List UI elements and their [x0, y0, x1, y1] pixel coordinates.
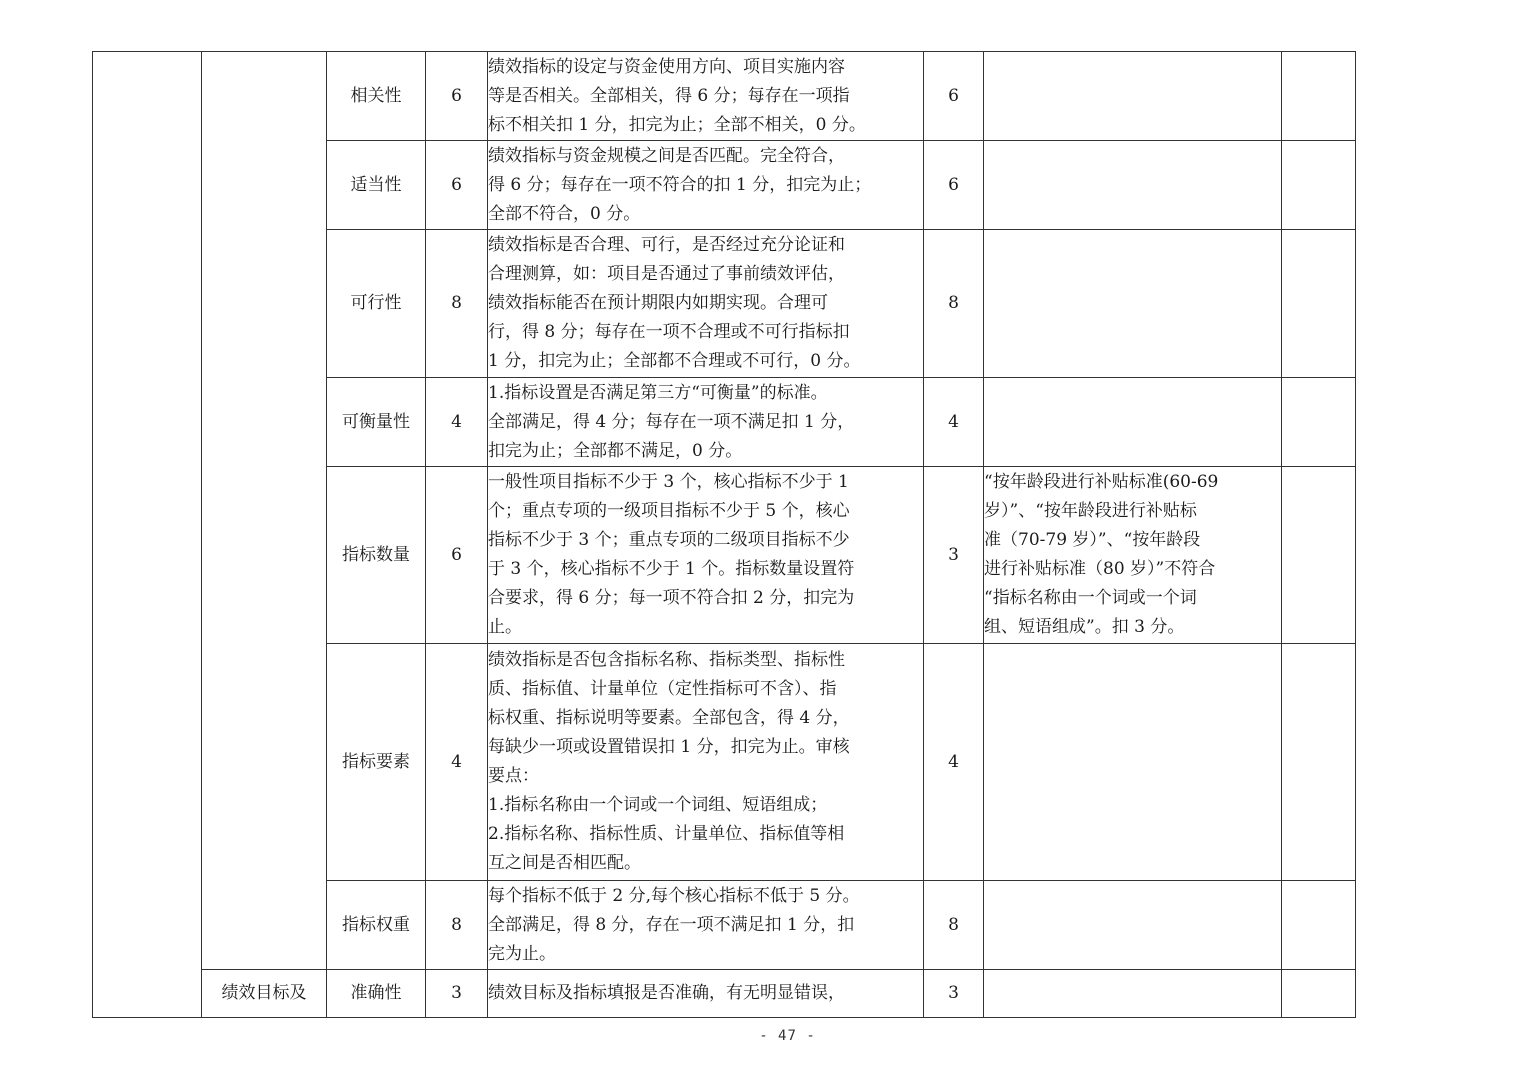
score-value: 8: [924, 881, 984, 970]
table-body: [93, 52, 1356, 1018]
scoring-criteria-line: 全部满足，得 4 分；每存在一项不满足扣 1 分，: [488, 411, 855, 432]
scoring-criteria-line: 合理测算，如：项目是否通过了事前绩效评估，: [488, 264, 845, 284]
remarks-cell: [1282, 141, 1356, 230]
scoring-criteria-line: 绩效指标是否合理、可行，是否经过充分论证和: [488, 235, 845, 255]
deduction-note: [984, 970, 1282, 1018]
indicator-weight: 6: [426, 467, 488, 644]
scoring-criteria-line: 个；重点专项的一级项目指标不少于 5 个，核心: [488, 501, 850, 521]
deduction-note-line: “按年龄段进行补贴标准(60-69: [984, 472, 1219, 492]
scoring-criteria-line: 止。: [488, 617, 522, 637]
scoring-criteria-line: 2.指标名称、指标性质、计量单位、指标值等相: [488, 824, 845, 844]
scoring-criteria-line: 标权重、指标说明等要素。全部包含，得 4 分，: [488, 708, 850, 728]
indicator-name: 指标要素: [327, 644, 426, 881]
deduction-note: [984, 52, 1282, 141]
scoring-criteria-line: 每缺少一项或设置错误扣 1 分，扣完为止。审核: [488, 737, 850, 757]
deduction-note-line: 进行补贴标准（80 岁）”不符合: [984, 559, 1216, 579]
remarks-cell: [1282, 467, 1356, 644]
indicator-name: 指标数量: [327, 467, 426, 644]
indicator-weight: 4: [426, 378, 488, 467]
scoring-criteria-line: 等是否相关。全部相关，得 6 分；每存在一项指: [488, 85, 850, 106]
score-value: 4: [924, 644, 984, 881]
remarks-cell: [1282, 970, 1356, 1018]
deduction-note: [984, 467, 1282, 644]
scoring-criteria-line: 绩效目标及指标填报是否准确，有无明显错误，: [488, 983, 845, 1003]
scoring-criteria-line: 绩效指标的设定与资金使用方向、项目实施内容: [488, 56, 845, 77]
level2-indicator-cell: [202, 52, 327, 970]
scoring-criteria-line: 合要求，得 6 分；每一项不符合扣 2 分，扣完为: [488, 588, 855, 608]
deduction-note: [984, 378, 1282, 467]
indicator-name: 可衡量性: [327, 378, 426, 467]
scoring-criteria-line: 1 分，扣完为止；全部都不合理或不可行，0 分。: [488, 351, 861, 371]
scoring-criteria-line: 1.指标设置是否满足第三方“可衡量”的标准。: [488, 382, 828, 403]
scoring-criteria: [488, 52, 924, 141]
indicator-name: 指标权重: [327, 881, 426, 970]
score-value: 6: [924, 141, 984, 230]
table-row: [93, 970, 1356, 1018]
scoring-criteria-line: 一般性项目指标不少于 3 个，核心指标不少于 1: [488, 472, 849, 492]
scoring-criteria-line: 行，得 8 分；每存在一项不合理或不可行指标扣: [488, 322, 850, 342]
scoring-criteria-line: 全部满足，得 8 分，存在一项不满足扣 1 分，扣: [488, 914, 855, 935]
deduction-note-line: “指标名称由一个词或一个词: [984, 588, 1197, 608]
score-value: 4: [924, 378, 984, 467]
scoring-criteria-line: 标不相关扣 1 分，扣完为止；全部不相关，0 分。: [488, 114, 866, 135]
scoring-criteria: [488, 467, 924, 644]
deduction-note-line: 组、短语组成”。扣 3 分。: [984, 617, 1185, 637]
score-value: 3: [924, 970, 984, 1018]
scoring-criteria-line: 扣完为止；全部都不满足，0 分。: [488, 440, 743, 461]
scoring-criteria: [488, 230, 924, 378]
indicator-weight: 4: [426, 644, 488, 881]
remarks-cell: [1282, 230, 1356, 378]
indicator-name: 准确性: [327, 970, 426, 1018]
scoring-criteria-line: 全部不符合，0 分。: [488, 203, 641, 224]
scoring-criteria-line: 互之间是否相匹配。: [488, 853, 641, 873]
scoring-criteria-line: 完为止。: [488, 943, 556, 964]
scoring-criteria: [488, 141, 924, 230]
deduction-note: [984, 141, 1282, 230]
scoring-criteria: [488, 378, 924, 467]
remarks-cell: [1282, 378, 1356, 467]
scoring-criteria: [488, 644, 924, 881]
deduction-note-line: 准（70-79 岁）”、“按年龄段: [984, 530, 1201, 550]
remarks-cell: [1282, 644, 1356, 881]
scoring-criteria-line: 于 3 个，核心指标不少于 1 个。指标数量设置符: [488, 559, 855, 579]
indicator-name: 可行性: [327, 230, 426, 378]
deduction-note: [984, 644, 1282, 881]
remarks-cell: [1282, 881, 1356, 970]
deduction-note: [984, 881, 1282, 970]
indicator-weight: 6: [426, 141, 488, 230]
scoring-criteria-line: 绩效指标与资金规模之间是否匹配。完全符合，: [488, 145, 845, 166]
scoring-criteria-line: 要点：: [488, 766, 539, 786]
indicator-weight: 6: [426, 52, 488, 141]
remarks-cell: [1282, 52, 1356, 141]
deduction-note-line: 岁）”、“按年龄段进行补贴标: [984, 501, 1197, 521]
evaluation-table: [92, 51, 1356, 1018]
scoring-criteria-line: 得 6 分；每存在一项不符合的扣 1 分，扣完为止；: [488, 174, 872, 195]
page-number: - 47 -: [759, 1028, 816, 1044]
scoring-criteria-line: 每个指标不低于 2 分,每个核心指标不低于 5 分。: [488, 885, 860, 906]
scoring-criteria: [488, 970, 924, 1018]
scoring-criteria-line: 绩效指标是否包含指标名称、指标类型、指标性: [488, 650, 845, 670]
scoring-criteria: [488, 881, 924, 970]
indicator-weight: 8: [426, 230, 488, 378]
indicator-name: 相关性: [327, 52, 426, 141]
deduction-note: [984, 230, 1282, 378]
level2-indicator-cell: 绩效目标及: [202, 970, 327, 1018]
indicator-name: 适当性: [327, 141, 426, 230]
scoring-criteria-line: 指标不少于 3 个；重点专项的二级项目指标不少: [488, 530, 850, 550]
scoring-criteria-line: 质、指标值、计量单位（定性指标可不含）、指: [488, 679, 837, 699]
level1-indicator-cell: [93, 52, 202, 1018]
table-row: [93, 52, 1356, 141]
indicator-weight: 3: [426, 970, 488, 1018]
score-value: 3: [924, 467, 984, 644]
score-value: 6: [924, 52, 984, 141]
indicator-weight: 8: [426, 881, 488, 970]
scoring-criteria-line: 1.指标名称由一个词或一个词组、短语组成；: [488, 795, 828, 815]
scoring-criteria-line: 绩效指标能否在预计期限内如期实现。合理可: [488, 293, 828, 313]
score-value: 8: [924, 230, 984, 378]
